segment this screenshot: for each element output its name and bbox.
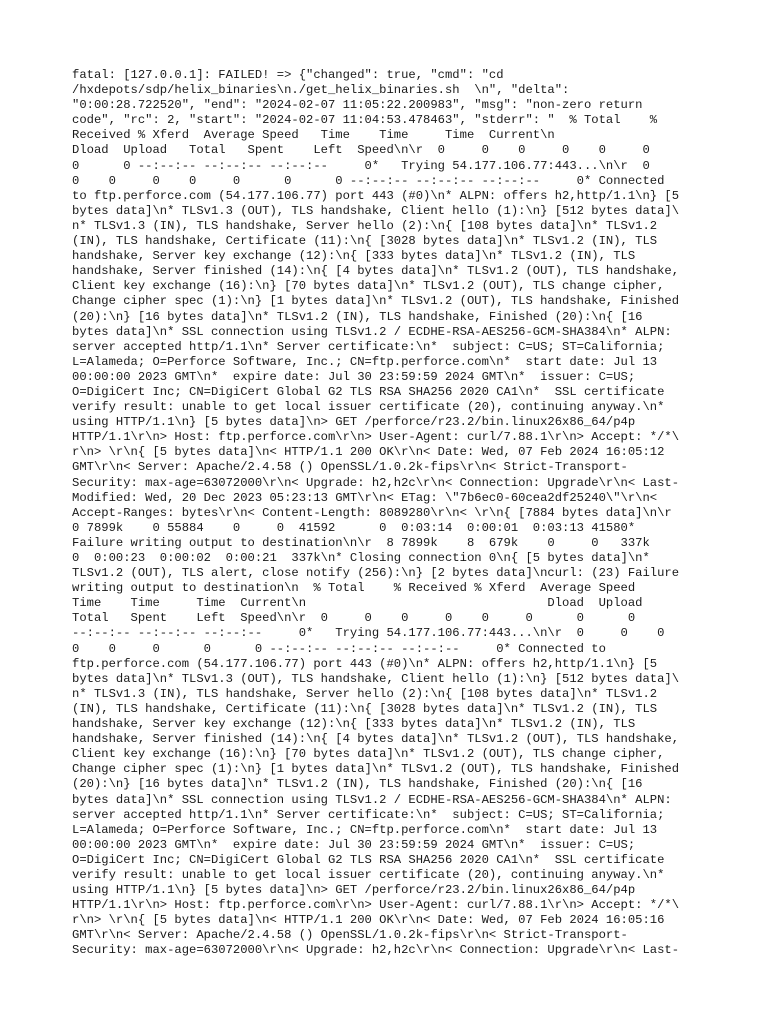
log-line: O=DigiCert Inc; CN=DigiCert Global G2 TLS RSA SHA256 2020 CA1\n* SSL certificate bbox=[72, 384, 665, 399]
log-line: 0 0 0 0 0 --:--:-- --:--:-- --:--:-- 0* Connected to bbox=[72, 641, 606, 656]
log-line: 0 0 0 0 0 0 0 --:--:-- --:--:-- --:--:-- 0* Connected bbox=[72, 173, 665, 188]
log-line: n* TLSv1.3 (IN), TLS handshake, Server hello (2):\n{ [108 bytes data]\n* TLSv1.2 bbox=[72, 218, 658, 233]
log-line: GMT\r\n< Server: Apache/2.4.58 () OpenSSL/1.0.2k-fips\r\n< Strict-Transport- bbox=[72, 460, 628, 475]
log-line: 0 0:00:23 0:00:02 0:00:21 337k\n* Closing connection 0\n{ [5 bytes data]\n* bbox=[72, 551, 650, 565]
log-line: Accept-Ranges: bytes\r\n< Content-Length: 8089280\r\n< \r\n{ [7884 bytes data]\n\r bbox=[72, 505, 672, 520]
log-line: Failure writing output to destination\n\r 8 7899k 8 679k 0 0 337k bbox=[72, 535, 650, 550]
log-line: Client key exchange (16):\n} [70 bytes data]\n* TLSv1.2 (OUT), TLS change cipher, bbox=[72, 279, 665, 294]
log-text-block bbox=[72, 68, 712, 959]
log-line: handshake, Server finished (14):\n{ [4 bytes data]\n* TLSv1.2 (OUT), TLS handshake, bbox=[72, 732, 680, 747]
log-line: server accepted http/1.1\n* Server certificate:\n* subject: C=US; ST=California; bbox=[72, 807, 665, 822]
log-line: fatal: [127.0.0.1]: FAILED! => {"changed": true, "cmd": "cd bbox=[72, 68, 504, 82]
log-line: (IN), TLS handshake, Certificate (11):\n{ [3028 bytes data]\n* TLSv1.2 (IN), TLS bbox=[72, 701, 658, 716]
log-line: 00:00:00 2023 GMT\n* expire date: Jul 30 23:59:59 2024 GMT\n* issuer: C=US; bbox=[72, 369, 636, 384]
log-line: HTTP/1.1\r\n> Host: ftp.perforce.com\r\n> User-Agent: curl/7.88.1\r\n> Accept: */*\ bbox=[72, 430, 680, 445]
log-line: using HTTP/1.1\n} [5 bytes data]\n> GET /perforce/r23.2/bin.linux26x86_64/p4p bbox=[72, 883, 636, 898]
log-line: O=DigiCert Inc; CN=DigiCert Global G2 TLS RSA SHA256 2020 CA1\n* SSL certificate bbox=[72, 852, 665, 867]
log-line: server accepted http/1.1\n* Server certificate:\n* subject: C=US; ST=California; bbox=[72, 339, 665, 354]
log-line: Total Spent Left Speed\n\r 0 0 0 0 0 0 0 0 bbox=[72, 611, 636, 626]
log-line: Change cipher spec (1):\n} [1 bytes data]\n* TLSv1.2 (OUT), TLS handshake, Finished bbox=[72, 762, 680, 777]
log-line: L=Alameda; O=Perforce Software, Inc.; CN=ftp.perforce.com\n* start date: Jul 13 bbox=[72, 822, 658, 837]
log-line: verify result: unable to get local issuer certificate (20), continuing anyway.\n* bbox=[72, 400, 665, 415]
log-line: Change cipher spec (1):\n} [1 bytes data]\n* TLSv1.2 (OUT), TLS handshake, Finished bbox=[72, 294, 680, 309]
log-line: 0 0 --:--:-- --:--:-- --:--:-- 0* Trying 54.177.106.77:443...\n\r 0 bbox=[72, 158, 650, 173]
log-line: handshake, Server key exchange (12):\n{ [333 bytes data]\n* TLSv1.2 (IN), TLS bbox=[72, 249, 636, 264]
log-line: (20):\n} [16 bytes data]\n* TLSv1.2 (IN), TLS handshake, Finished (20):\n{ [16 bbox=[72, 777, 643, 792]
log-line: ftp.perforce.com (54.177.106.77) port 443 (#0)\n* ALPN: offers h2,http/1.1\n} [5 bbox=[72, 656, 658, 671]
log-line: n* TLSv1.3 (IN), TLS handshake, Server hello (2):\n{ [108 bytes data]\n* TLSv1.2 bbox=[72, 686, 658, 701]
log-line: "0:00:28.722520", "end": "2024-02-07 11:05:22.200983", "msg": "non-zero return bbox=[72, 98, 643, 113]
log-line: Dload Upload Total Spent Left Speed\n\r 0 0 0 0 0 0 bbox=[72, 143, 650, 158]
log-line: GMT\r\n< Server: Apache/2.4.58 () OpenSSL/1.0.2k-fips\r\n< Strict-Transport- bbox=[72, 928, 628, 943]
log-line: Security: max-age=63072000\r\n< Upgrade: h2,h2c\r\n< Connection: Upgrade\r\n< Last- bbox=[72, 943, 680, 958]
log-line: r\n> \r\n{ [5 bytes data]\n< HTTP/1.1 200 OK\r\n< Date: Wed, 07 Feb 2024 16:05:16 bbox=[72, 913, 665, 928]
log-line: Client key exchange (16):\n} [70 bytes data]\n* TLSv1.2 (OUT), TLS change cipher, bbox=[72, 747, 665, 762]
log-line: L=Alameda; O=Perforce Software, Inc.; CN=ftp.perforce.com\n* start date: Jul 13 bbox=[72, 354, 658, 369]
log-line: Received % Xferd Average Speed Time Time Time Current\n bbox=[72, 128, 555, 143]
log-line: --:--:-- --:--:-- --:--:-- 0* Trying 54.177.106.77:443...\n\r 0 0 0 bbox=[72, 626, 665, 641]
log-line: bytes data]\n* SSL connection using TLSv1.2 / ECDHE-RSA-AES256-GCM-SHA384\n* ALPN: bbox=[72, 324, 672, 339]
log-line: bytes data]\n* SSL connection using TLSv1.2 / ECDHE-RSA-AES256-GCM-SHA384\n* ALPN: bbox=[72, 792, 672, 807]
log-line: 00:00:00 2023 GMT\n* expire date: Jul 30 23:59:59 2024 GMT\n* issuer: C=US; bbox=[72, 837, 636, 852]
log-line: using HTTP/1.1\n} [5 bytes data]\n> GET /perforce/r23.2/bin.linux26x86_64/p4p bbox=[72, 415, 636, 430]
log-line: bytes data]\n* TLSv1.3 (OUT), TLS handshake, Client hello (1):\n} [512 bytes data]\ bbox=[72, 203, 680, 218]
log-line: (IN), TLS handshake, Certificate (11):\n{ [3028 bytes data]\n* TLSv1.2 (IN), TLS bbox=[72, 234, 658, 249]
log-line: verify result: unable to get local issuer certificate (20), continuing anyway.\n* bbox=[72, 867, 665, 882]
log-line: 0 7899k 0 55884 0 0 41592 0 0:03:14 0:00:01 0:03:13 41580* bbox=[72, 520, 636, 535]
log-line: Modified: Wed, 20 Dec 2023 05:23:13 GMT\r\n< ETag: \"7b6ec0-60cea2df25240\"\r\n< bbox=[72, 490, 658, 505]
log-line: HTTP/1.1\r\n> Host: ftp.perforce.com\r\n> User-Agent: curl/7.88.1\r\n> Accept: */*\ bbox=[72, 898, 680, 913]
log-line: to ftp.perforce.com (54.177.106.77) port 443 (#0)\n* ALPN: offers h2,http/1.1\n} [5 bbox=[72, 188, 680, 203]
log-line: (20):\n} [16 bytes data]\n* TLSv1.2 (IN), TLS handshake, Finished (20):\n{ [16 bbox=[72, 309, 643, 324]
log-line: TLSv1.2 (OUT), TLS alert, close notify (256):\n} [2 bytes data]\ncurl: (23) Failure bbox=[72, 566, 680, 581]
log-line: Security: max-age=63072000\r\n< Upgrade: h2,h2c\r\n< Connection: Upgrade\r\n< Last- bbox=[72, 475, 680, 490]
log-line: bytes data]\n* TLSv1.3 (OUT), TLS handshake, Client hello (1):\n} [512 bytes data]\ bbox=[72, 671, 680, 686]
log-line: Time Time Time Current\n Dload Upload bbox=[72, 596, 643, 611]
log-line: code", "rc": 2, "start": "2024-02-07 11:04:53.478463", "stderr": " % Total % bbox=[72, 113, 658, 128]
log-line: handshake, Server key exchange (12):\n{ [333 bytes data]\n* TLSv1.2 (IN), TLS bbox=[72, 717, 636, 732]
log-line: writing output to destination\n % Total % Received % Xferd Average Speed bbox=[72, 581, 636, 596]
log-line: handshake, Server finished (14):\n{ [4 bytes data]\n* TLSv1.2 (OUT), TLS handshake, bbox=[72, 264, 680, 279]
log-line: /hxdepots/sdp/helix_binaries\n./get_helix_binaries.sh \n", "delta": bbox=[72, 83, 570, 98]
log-line: r\n> \r\n{ [5 bytes data]\n< HTTP/1.1 200 OK\r\n< Date: Wed, 07 Feb 2024 16:05:12 bbox=[72, 445, 665, 460]
